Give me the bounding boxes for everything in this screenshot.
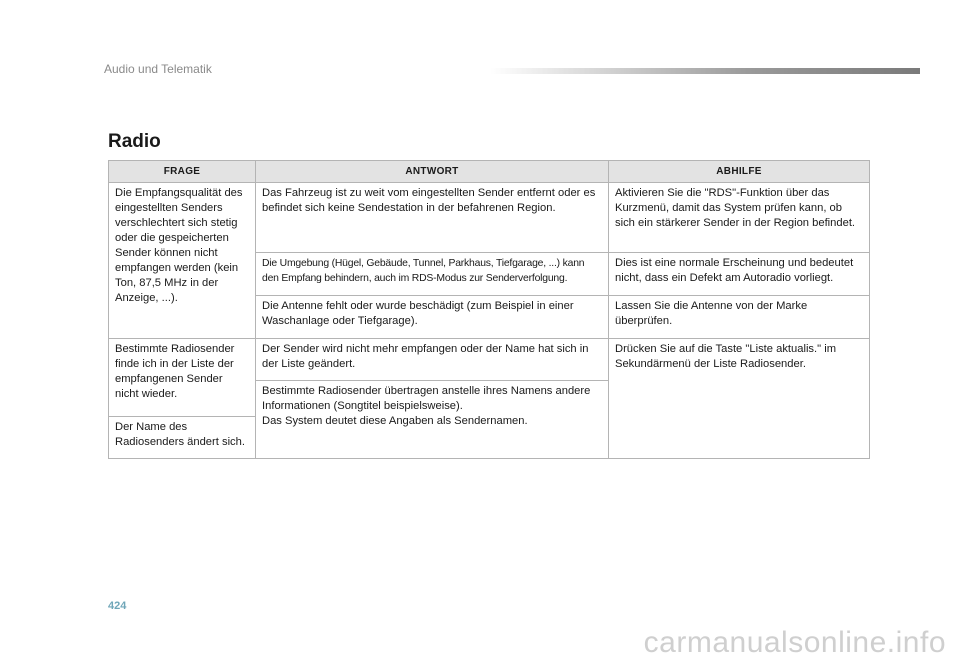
chapter-title: Audio und Telematik xyxy=(104,62,212,76)
page-number: 424 xyxy=(108,600,127,612)
watermark: carmanualsonline.info xyxy=(643,626,946,659)
section-title: Radio xyxy=(108,131,161,152)
answer-cell: Das Fahrzeug ist zu weit vom eingestellten Sender entfernt oder es befindet sich keine Sendestation in der befahrenen Region. xyxy=(256,183,609,253)
question-cell: Die Empfangsqualität des eingestellten Senders verschlechtert sich stetig oder die gespeicherten Sender können nicht empfangen werden (kein Ton, 87,5 MHz in der Anzeige, ...). xyxy=(109,183,256,339)
question-cell: Der Name des Radiosenders ändert sich. xyxy=(109,417,256,459)
column-header-answer: ANTWORT xyxy=(256,161,609,183)
table-row xyxy=(109,183,870,253)
column-header-question: FRAGE xyxy=(109,161,256,183)
answer-cell: Die Umgebung (Hügel, Gebäude, Tunnel, Parkhaus, Tiefgarage, ...) kann den Empfang behindern, auch im RDS-Modus zur Senderverfolgung. xyxy=(256,253,609,296)
faq-table xyxy=(108,160,870,459)
table-row xyxy=(109,339,870,381)
remedy-cell: Lassen Sie die Antenne von der Marke überprüfen. xyxy=(609,296,870,339)
remedy-cell: Aktivieren Sie die "RDS"-Funktion über das Kurzmenü, damit das System prüfen kann, ob sich ein stärkerer Sender in der Region befindet. xyxy=(609,183,870,253)
question-cell: Bestimmte Radiosender finde ich in der Liste der empfangenen Sender nicht wieder. xyxy=(109,339,256,417)
answer-cell: Die Antenne fehlt oder wurde beschädigt (zum Beispiel in einer Waschanlage oder Tiefgarage). xyxy=(256,296,609,339)
remedy-cell: Drücken Sie auf die Taste "Liste aktualis." im Sekundärmenü der Liste Radiosender. xyxy=(609,339,870,459)
header-gradient-bar xyxy=(490,68,920,74)
answer-cell: Bestimmte Radiosender übertragen anstelle ihres Namens andere Informationen (Songtitel beispielsweise). Das System deutet diese Angaben als Sendernamen. xyxy=(256,381,609,459)
answer-cell: Der Sender wird nicht mehr empfangen oder der Name hat sich in der Liste geändert. xyxy=(256,339,609,381)
table-header-row xyxy=(109,161,870,183)
remedy-cell: Dies ist eine normale Erscheinung und bedeutet nicht, dass ein Defekt am Autoradio vorliegt. xyxy=(609,253,870,296)
column-header-remedy: ABHILFE xyxy=(609,161,870,183)
